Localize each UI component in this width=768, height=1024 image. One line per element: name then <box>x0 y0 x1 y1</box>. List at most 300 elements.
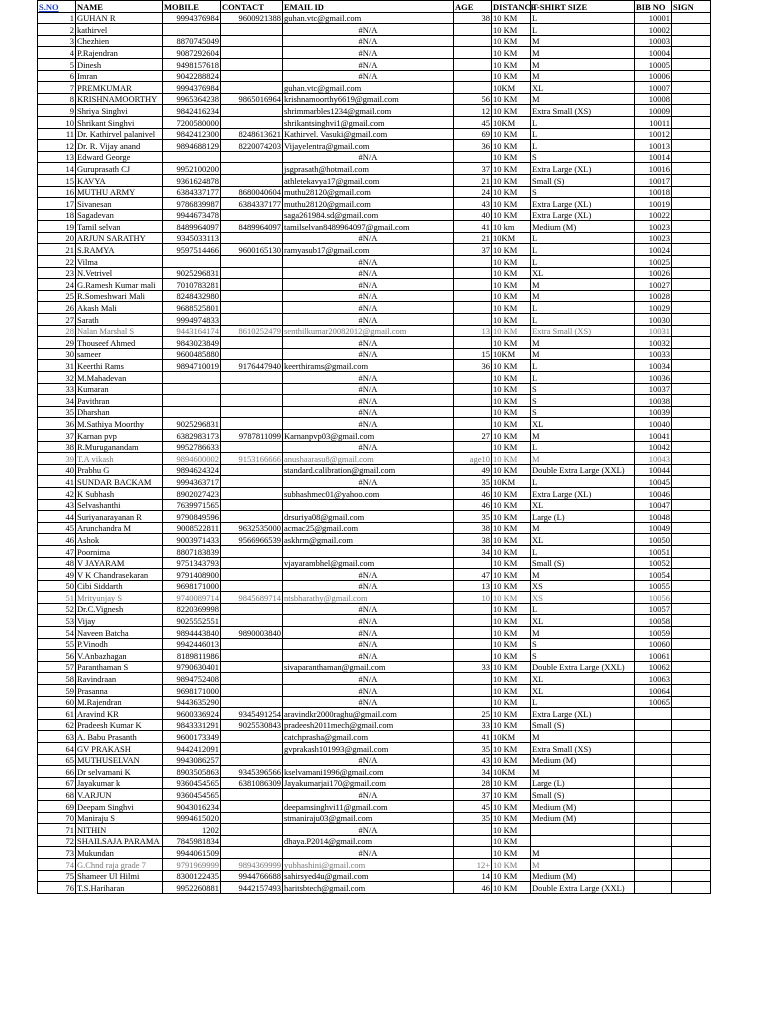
cell-sign[interactable] <box>672 163 711 175</box>
cell-tshirt-size[interactable] <box>531 824 635 836</box>
cell-contact[interactable] <box>221 580 283 592</box>
cell-age[interactable]: 41 <box>454 221 492 233</box>
cell-distance[interactable]: 10KM <box>492 348 531 360</box>
cell-age[interactable] <box>454 372 492 384</box>
cell-contact[interactable]: 8248613621 <box>221 128 283 140</box>
cell-name[interactable]: A. Babu Prasanth <box>76 731 163 743</box>
cell-sno[interactable]: 26 <box>38 302 76 314</box>
cell-tshirt-size[interactable]: L <box>531 128 635 140</box>
cell-sign[interactable] <box>672 719 711 731</box>
cell-age[interactable] <box>454 406 492 418</box>
cell-age[interactable]: 35 <box>454 511 492 523</box>
cell-age[interactable] <box>454 673 492 685</box>
cell-tshirt-size[interactable]: M <box>531 70 635 82</box>
cell-bib-no[interactable]: 10011 <box>635 116 672 128</box>
cell-name[interactable]: P.Vinodh <box>76 638 163 650</box>
cell-age[interactable]: 69 <box>454 128 492 140</box>
cell-mobile[interactable]: 7639971565 <box>163 499 221 511</box>
cell-sign[interactable] <box>672 615 711 627</box>
cell-mobile[interactable]: 9942446013 <box>163 638 221 650</box>
cell-name[interactable]: M.Rajendran <box>76 696 163 708</box>
cell-age[interactable] <box>454 638 492 650</box>
cell-name[interactable]: V JAYARAM <box>76 557 163 569</box>
cell-distance[interactable]: 10 KM <box>492 522 531 534</box>
cell-name[interactable]: kathirvel <box>76 24 163 36</box>
cell-age[interactable]: 13 <box>454 325 492 337</box>
cell-email[interactable]: pradeesh2011mech@gmail.com <box>283 719 454 731</box>
cell-tshirt-size[interactable]: M <box>531 453 635 465</box>
cell-mobile[interactable]: 9894710019 <box>163 360 221 372</box>
cell-tshirt-size[interactable]: M <box>531 93 635 105</box>
cell-distance[interactable]: 10 KM <box>492 174 531 186</box>
cell-distance[interactable]: 10 KM <box>492 824 531 836</box>
cell-tshirt-size[interactable]: Extra Small (XS) <box>531 325 635 337</box>
cell-bib-no[interactable]: 10028 <box>635 290 672 302</box>
cell-distance[interactable]: 10 KM <box>492 441 531 453</box>
cell-name[interactable]: NITHIN <box>76 824 163 836</box>
cell-bib-no[interactable]: 10055 <box>635 580 672 592</box>
cell-age[interactable] <box>454 290 492 302</box>
cell-sno[interactable]: 67 <box>38 777 76 789</box>
cell-mobile[interactable] <box>163 372 221 384</box>
cell-tshirt-size[interactable]: M <box>531 35 635 47</box>
cell-name[interactable]: Dr. R. Vijay anand <box>76 140 163 152</box>
cell-sign[interactable] <box>672 267 711 279</box>
cell-age[interactable] <box>454 302 492 314</box>
cell-sign[interactable] <box>672 824 711 836</box>
cell-mobile[interactable]: 8902027423 <box>163 487 221 499</box>
cell-age[interactable]: 34 <box>454 545 492 557</box>
cell-age[interactable] <box>454 615 492 627</box>
cell-contact[interactable] <box>221 824 283 836</box>
cell-email[interactable]: #N/A <box>283 406 454 418</box>
cell-sno[interactable]: 13 <box>38 151 76 163</box>
cell-tshirt-size[interactable]: Small (S) <box>531 789 635 801</box>
cell-sno[interactable]: 7 <box>38 82 76 94</box>
cell-sno[interactable]: 47 <box>38 545 76 557</box>
cell-email[interactable]: #N/A <box>283 603 454 615</box>
cell-bib-no[interactable]: 10042 <box>635 441 672 453</box>
cell-sno[interactable]: 15 <box>38 174 76 186</box>
cell-age[interactable]: 28 <box>454 777 492 789</box>
cell-bib-no[interactable]: 10040 <box>635 418 672 430</box>
cell-mobile[interactable]: 9443164174 <box>163 325 221 337</box>
cell-contact[interactable] <box>221 476 283 488</box>
cell-email[interactable]: #N/A <box>283 279 454 291</box>
cell-sign[interactable] <box>672 151 711 163</box>
cell-contact[interactable] <box>221 661 283 673</box>
cell-mobile[interactable] <box>163 256 221 268</box>
cell-sno[interactable]: 59 <box>38 685 76 697</box>
cell-mobile[interactable]: 9952260881 <box>163 882 221 894</box>
cell-tshirt-size[interactable]: M <box>531 627 635 639</box>
cell-bib-no[interactable]: 10036 <box>635 372 672 384</box>
cell-sno[interactable]: 34 <box>38 395 76 407</box>
cell-contact[interactable] <box>221 511 283 523</box>
cell-contact[interactable] <box>221 337 283 349</box>
cell-name[interactable]: G.Ramesh Kumar mali <box>76 279 163 291</box>
cell-sign[interactable] <box>672 650 711 662</box>
cell-distance[interactable]: 10 KM <box>492 580 531 592</box>
cell-contact[interactable]: 6381086309 <box>221 777 283 789</box>
cell-mobile[interactable]: 9843023849 <box>163 337 221 349</box>
cell-contact[interactable]: 8610252479 <box>221 325 283 337</box>
cell-mobile[interactable]: 9600485880 <box>163 348 221 360</box>
cell-sign[interactable] <box>672 441 711 453</box>
cell-name[interactable]: Keerthi Rams <box>76 360 163 372</box>
cell-sign[interactable] <box>672 708 711 720</box>
cell-tshirt-size[interactable]: M <box>531 279 635 291</box>
cell-age[interactable] <box>454 35 492 47</box>
cell-distance[interactable]: 10 KM <box>492 835 531 847</box>
cell-name[interactable]: Cibi Siddarth <box>76 580 163 592</box>
cell-email[interactable]: guhan.vtc@gmail.com <box>283 82 454 94</box>
cell-distance[interactable]: 10KM <box>492 82 531 94</box>
cell-tshirt-size[interactable]: M <box>531 847 635 859</box>
cell-mobile[interactable]: 9994363717 <box>163 476 221 488</box>
cell-sign[interactable] <box>672 372 711 384</box>
cell-name[interactable]: M.Mahadevan <box>76 372 163 384</box>
cell-email[interactable]: kselvamani1996@gmail.com <box>283 766 454 778</box>
cell-tshirt-size[interactable]: Medium (M) <box>531 754 635 766</box>
cell-mobile[interactable]: 8189811986 <box>163 650 221 662</box>
cell-email[interactable]: #N/A <box>283 24 454 36</box>
cell-name[interactable]: Mrityunjay S <box>76 592 163 604</box>
cell-name[interactable]: Aravind KR <box>76 708 163 720</box>
cell-bib-no[interactable]: 10045 <box>635 476 672 488</box>
cell-name[interactable]: R.Someshwari Mali <box>76 290 163 302</box>
cell-bib-no[interactable]: 10060 <box>635 638 672 650</box>
cell-name[interactable]: Paranthaman S <box>76 661 163 673</box>
cell-age[interactable]: 46 <box>454 487 492 499</box>
cell-sno[interactable]: 32 <box>38 372 76 384</box>
cell-email[interactable]: athletekavya17@gmail.com <box>283 174 454 186</box>
cell-bib-no[interactable] <box>635 835 672 847</box>
cell-contact[interactable]: 9600921388 <box>221 12 283 24</box>
cell-contact[interactable] <box>221 603 283 615</box>
cell-bib-no[interactable]: 10002 <box>635 24 672 36</box>
cell-sno[interactable]: 48 <box>38 557 76 569</box>
cell-name[interactable]: KRISHNAMOORTHY <box>76 93 163 105</box>
cell-age[interactable]: 12 <box>454 105 492 117</box>
cell-sno[interactable]: 43 <box>38 499 76 511</box>
cell-age[interactable] <box>454 24 492 36</box>
cell-sign[interactable] <box>672 603 711 615</box>
cell-name[interactable]: Chezhien <box>76 35 163 47</box>
cell-name[interactable]: Poornima <box>76 545 163 557</box>
cell-email[interactable]: keerthirams@gmail.com <box>283 360 454 372</box>
cell-tshirt-size[interactable]: M <box>531 429 635 441</box>
cell-distance[interactable]: 10 KM <box>492 279 531 291</box>
cell-tshirt-size[interactable]: S <box>531 151 635 163</box>
cell-sno[interactable]: 60 <box>38 696 76 708</box>
cell-email[interactable]: #N/A <box>283 696 454 708</box>
cell-bib-no[interactable]: 10023 <box>635 221 672 233</box>
cell-distance[interactable]: 10 KM <box>492 314 531 326</box>
cell-tshirt-size[interactable]: S <box>531 650 635 662</box>
cell-distance[interactable]: 10 KM <box>492 592 531 604</box>
cell-mobile[interactable]: 9003971433 <box>163 534 221 546</box>
cell-age[interactable] <box>454 151 492 163</box>
cell-age[interactable] <box>454 627 492 639</box>
cell-mobile[interactable]: 6382983173 <box>163 429 221 441</box>
cell-sign[interactable] <box>672 673 711 685</box>
cell-email[interactable]: saga261984.sd@gmail.com <box>283 209 454 221</box>
cell-age[interactable]: 36 <box>454 360 492 372</box>
cell-sno[interactable]: 1 <box>38 12 76 24</box>
cell-distance[interactable]: 10 KM <box>492 395 531 407</box>
cell-sno[interactable]: 21 <box>38 244 76 256</box>
cell-email[interactable]: #N/A <box>283 314 454 326</box>
cell-tshirt-size[interactable]: Extra Large (XL) <box>531 487 635 499</box>
cell-name[interactable]: Tamil selvan <box>76 221 163 233</box>
cell-sign[interactable] <box>672 70 711 82</box>
cell-mobile[interactable]: 9894443840 <box>163 627 221 639</box>
cell-email[interactable] <box>283 545 454 557</box>
cell-age[interactable] <box>454 58 492 70</box>
cell-bib-no[interactable]: 10038 <box>635 395 672 407</box>
cell-bib-no[interactable]: 10063 <box>635 673 672 685</box>
cell-distance[interactable]: 10 KM <box>492 418 531 430</box>
cell-name[interactable]: V.ARJUN <box>76 789 163 801</box>
cell-sno[interactable]: 5 <box>38 58 76 70</box>
cell-age[interactable]: 12+ <box>454 858 492 870</box>
cell-tshirt-size[interactable]: L <box>531 256 635 268</box>
cell-distance[interactable]: 10 KM <box>492 244 531 256</box>
cell-sign[interactable] <box>672 24 711 36</box>
cell-email[interactable] <box>283 499 454 511</box>
cell-bib-no[interactable]: 10030 <box>635 314 672 326</box>
cell-age[interactable]: 41 <box>454 731 492 743</box>
cell-email[interactable]: #N/A <box>283 58 454 70</box>
cell-distance[interactable]: 10 KM <box>492 847 531 859</box>
cell-sign[interactable] <box>672 499 711 511</box>
cell-bib-no[interactable] <box>635 847 672 859</box>
cell-sno[interactable]: 68 <box>38 789 76 801</box>
cell-mobile[interactable]: 9600173349 <box>163 731 221 743</box>
cell-bib-no[interactable]: 10043 <box>635 453 672 465</box>
cell-distance[interactable]: 10 KM <box>492 789 531 801</box>
cell-bib-no[interactable]: 10005 <box>635 58 672 70</box>
cell-contact[interactable] <box>221 499 283 511</box>
cell-contact[interactable] <box>221 151 283 163</box>
cell-age[interactable] <box>454 70 492 82</box>
cell-age[interactable]: 40 <box>454 209 492 221</box>
cell-sign[interactable] <box>672 627 711 639</box>
cell-age[interactable] <box>454 685 492 697</box>
cell-sign[interactable] <box>672 406 711 418</box>
cell-distance[interactable]: 10 KM <box>492 140 531 152</box>
cell-email[interactable]: #N/A <box>283 638 454 650</box>
cell-email[interactable]: haritsbtech@gmail.com <box>283 882 454 894</box>
cell-distance[interactable]: 10 KM <box>492 569 531 581</box>
cell-age[interactable] <box>454 267 492 279</box>
cell-email[interactable]: ramyasub17@gmail.com <box>283 244 454 256</box>
cell-distance[interactable]: 10 KM <box>492 360 531 372</box>
cell-tshirt-size[interactable]: L <box>531 603 635 615</box>
cell-sno[interactable]: 38 <box>38 441 76 453</box>
cell-name[interactable]: sameer <box>76 348 163 360</box>
cell-tshirt-size[interactable]: Extra Large (XL) <box>531 708 635 720</box>
cell-contact[interactable] <box>221 754 283 766</box>
cell-email[interactable]: acmac25@gmail.com <box>283 522 454 534</box>
cell-distance[interactable]: 10 KM <box>492 151 531 163</box>
cell-email[interactable]: #N/A <box>283 789 454 801</box>
cell-email[interactable]: anushaarasu8@gmail.com <box>283 453 454 465</box>
cell-contact[interactable]: 9845689714 <box>221 592 283 604</box>
cell-age[interactable]: 43 <box>454 198 492 210</box>
cell-mobile[interactable]: 8870745049 <box>163 35 221 47</box>
cell-distance[interactable]: 10 KM <box>492 858 531 870</box>
cell-bib-no[interactable]: 10041 <box>635 429 672 441</box>
cell-sign[interactable] <box>672 638 711 650</box>
cell-distance[interactable]: 10 KM <box>492 557 531 569</box>
cell-distance[interactable]: 10 KM <box>492 128 531 140</box>
cell-contact[interactable] <box>221 545 283 557</box>
cell-age[interactable] <box>454 314 492 326</box>
cell-bib-no[interactable]: 10026 <box>635 267 672 279</box>
cell-email[interactable]: deepamsinghvi11@gmail.com <box>283 800 454 812</box>
cell-sign[interactable] <box>672 116 711 128</box>
col-header-sno[interactable]: S.NO <box>38 1 76 13</box>
cell-email[interactable]: #N/A <box>283 627 454 639</box>
cell-mobile[interactable]: 9008522811 <box>163 522 221 534</box>
cell-sign[interactable] <box>672 464 711 476</box>
cell-email[interactable]: #N/A <box>283 70 454 82</box>
cell-sno[interactable]: 17 <box>38 198 76 210</box>
cell-tshirt-size[interactable]: Small (S) <box>531 719 635 731</box>
cell-distance[interactable]: 10 KM <box>492 93 531 105</box>
cell-contact[interactable] <box>221 464 283 476</box>
cell-tshirt-size[interactable]: L <box>531 360 635 372</box>
cell-sign[interactable] <box>672 522 711 534</box>
cell-age[interactable]: 33 <box>454 661 492 673</box>
cell-sign[interactable] <box>672 140 711 152</box>
cell-sign[interactable] <box>672 325 711 337</box>
cell-mobile[interactable]: 9952100200 <box>163 163 221 175</box>
cell-distance[interactable]: 10 KM <box>492 105 531 117</box>
cell-mobile[interactable]: 9740089714 <box>163 592 221 604</box>
cell-tshirt-size[interactable]: M <box>531 522 635 534</box>
cell-sno[interactable]: 40 <box>38 464 76 476</box>
cell-bib-no[interactable]: 10059 <box>635 627 672 639</box>
cell-sno[interactable]: 74 <box>38 858 76 870</box>
cell-email[interactable]: stmaniraju03@gmail.com <box>283 812 454 824</box>
cell-name[interactable]: Kumaran <box>76 383 163 395</box>
cell-sno[interactable]: 58 <box>38 673 76 685</box>
cell-email[interactable]: #N/A <box>283 580 454 592</box>
cell-sno[interactable]: 20 <box>38 232 76 244</box>
cell-mobile[interactable]: 9360454565 <box>163 777 221 789</box>
cell-email[interactable]: dhaya.P2014@gmail.com <box>283 835 454 847</box>
cell-sno[interactable]: 75 <box>38 870 76 882</box>
cell-tshirt-size[interactable]: M <box>531 731 635 743</box>
cell-mobile[interactable] <box>163 406 221 418</box>
cell-distance[interactable]: 10 KM <box>492 603 531 615</box>
cell-distance[interactable]: 10 KM <box>492 325 531 337</box>
cell-name[interactable]: P.Rajendran <box>76 47 163 59</box>
cell-contact[interactable] <box>221 47 283 59</box>
cell-age[interactable]: 46 <box>454 499 492 511</box>
cell-mobile[interactable]: 9791408900 <box>163 569 221 581</box>
cell-email[interactable]: #N/A <box>283 685 454 697</box>
cell-age[interactable]: 45 <box>454 800 492 812</box>
cell-contact[interactable] <box>221 105 283 117</box>
cell-mobile[interactable]: 9894752408 <box>163 673 221 685</box>
cell-distance[interactable]: 10 KM <box>492 429 531 441</box>
cell-mobile[interactable]: 9944061509 <box>163 847 221 859</box>
cell-contact[interactable]: 8680040604 <box>221 186 283 198</box>
cell-name[interactable]: Karnan pvp <box>76 429 163 441</box>
cell-bib-no[interactable]: 10019 <box>635 198 672 210</box>
cell-tshirt-size[interactable]: Extra Large (XL) <box>531 209 635 221</box>
cell-bib-no[interactable]: 10013 <box>635 140 672 152</box>
cell-sno[interactable]: 76 <box>38 882 76 894</box>
cell-tshirt-size[interactable]: Large (L) <box>531 777 635 789</box>
cell-bib-no[interactable]: 10047 <box>635 499 672 511</box>
cell-mobile[interactable]: 7200580000 <box>163 116 221 128</box>
cell-name[interactable]: K Subhash <box>76 487 163 499</box>
cell-age[interactable]: 33 <box>454 719 492 731</box>
cell-contact[interactable] <box>221 372 283 384</box>
cell-contact[interactable] <box>221 406 283 418</box>
cell-distance[interactable]: 10KM <box>492 766 531 778</box>
cell-name[interactable]: S.RAMYA <box>76 244 163 256</box>
cell-age[interactable] <box>454 383 492 395</box>
cell-sno[interactable]: 6 <box>38 70 76 82</box>
cell-email[interactable]: ntsbharathy@gmail.com <box>283 592 454 604</box>
cell-name[interactable]: Ravindraan <box>76 673 163 685</box>
cell-name[interactable]: Naveen Batcha <box>76 627 163 639</box>
cell-contact[interactable]: 9025530843 <box>221 719 283 731</box>
cell-mobile[interactable]: 9498157618 <box>163 58 221 70</box>
cell-age[interactable] <box>454 650 492 662</box>
cell-age[interactable] <box>454 47 492 59</box>
cell-contact[interactable] <box>221 163 283 175</box>
cell-age[interactable] <box>454 82 492 94</box>
cell-mobile[interactable]: 9786839987 <box>163 198 221 210</box>
cell-sno[interactable]: 14 <box>38 163 76 175</box>
cell-age[interactable] <box>454 418 492 430</box>
cell-sign[interactable] <box>672 766 711 778</box>
cell-age[interactable]: 37 <box>454 163 492 175</box>
cell-contact[interactable] <box>221 267 283 279</box>
cell-mobile[interactable]: 9894600002 <box>163 453 221 465</box>
cell-contact[interactable] <box>221 348 283 360</box>
cell-distance[interactable]: 10 KM <box>492 627 531 639</box>
cell-email[interactable]: muthu28120@gmail.com <box>283 186 454 198</box>
cell-age[interactable]: 38 <box>454 522 492 534</box>
cell-name[interactable]: Dharshan <box>76 406 163 418</box>
cell-distance[interactable]: 10 KM <box>492 754 531 766</box>
cell-sno[interactable]: 35 <box>38 406 76 418</box>
cell-sno[interactable]: 24 <box>38 279 76 291</box>
cell-mobile[interactable]: 9025296831 <box>163 267 221 279</box>
cell-sno[interactable]: 61 <box>38 708 76 720</box>
cell-bib-no[interactable]: 10032 <box>635 337 672 349</box>
cell-bib-no[interactable]: 10022 <box>635 209 672 221</box>
cell-bib-no[interactable] <box>635 858 672 870</box>
cell-email[interactable]: #N/A <box>283 847 454 859</box>
cell-bib-no[interactable] <box>635 800 672 812</box>
cell-distance[interactable]: 10 KM <box>492 198 531 210</box>
cell-tshirt-size[interactable]: Medium (M) <box>531 870 635 882</box>
cell-email[interactable]: shrimmarbles1234@gmail.com <box>283 105 454 117</box>
cell-distance[interactable]: 10 KM <box>492 743 531 755</box>
cell-email[interactable]: subhashmec01@yahoo.com <box>283 487 454 499</box>
cell-age[interactable] <box>454 557 492 569</box>
cell-tshirt-size[interactable]: M <box>531 290 635 302</box>
